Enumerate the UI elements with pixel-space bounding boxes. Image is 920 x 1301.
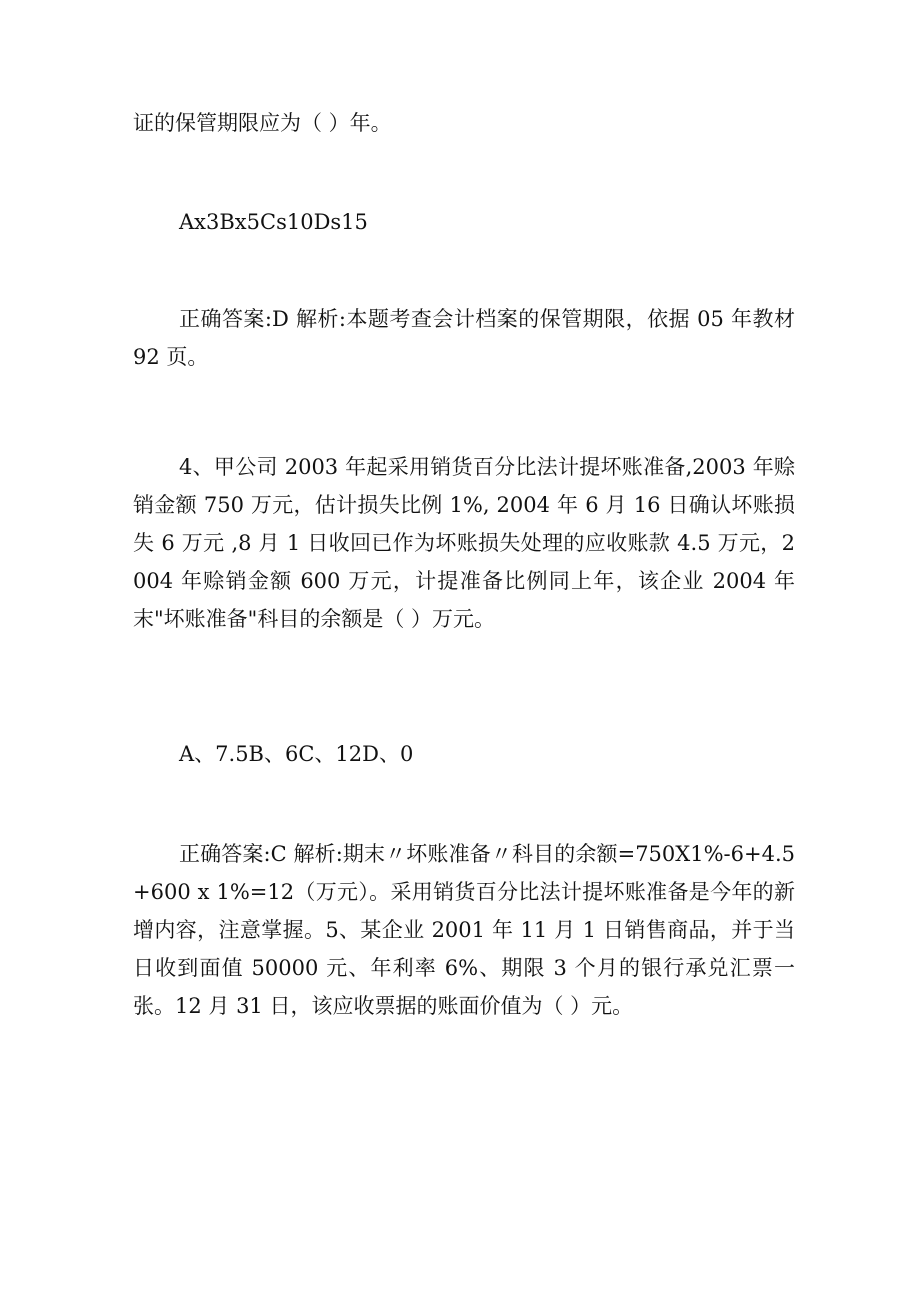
question-3-stem-end: 证的保管期限应为（ ）年。	[133, 111, 392, 135]
question-4-answer: 正确答案:C 解析:期末〃坏账准备〃科目的余额=750X1%-6+4.5+600 x 1%=12（万元）。采用销货百分比法计提坏账准备是今年的新增内容，注意掌握。5、某企业 2001 年 11 月 1 日销售商品，并于当日收到面值 50000 元、年利率 6%、期限 3 个月的银行承兑汇票一张。12 月 31 日，该应收票据的账面价值为（ ）元。	[133, 842, 795, 1018]
question-3-answer: 正确答案:D 解析:本题考查会计档案的保管期限，依据 05 年教材 92 页。	[133, 307, 795, 369]
question-4-stem: 4、甲公司 2003 年起采用销货百分比法计提坏账准备,2003 年赊销金额 750 万元，估计损失比例 1%, 2004 年 6 月 16 日确认坏账损失 6 万元 ,8 月 1 日收回已作为坏账损失处理的应收账款 4.5 万元，2004 年赊销金额 600 万元，计提准备比例同上年，该企业 2004 年末"坏账准备"科目的余额是（ ）万元。	[133, 455, 795, 631]
question-4-options: A、7.5B、6C、12D、0	[179, 742, 414, 766]
question-3-options: Ax3Bx5Cs10Ds15	[179, 210, 368, 234]
